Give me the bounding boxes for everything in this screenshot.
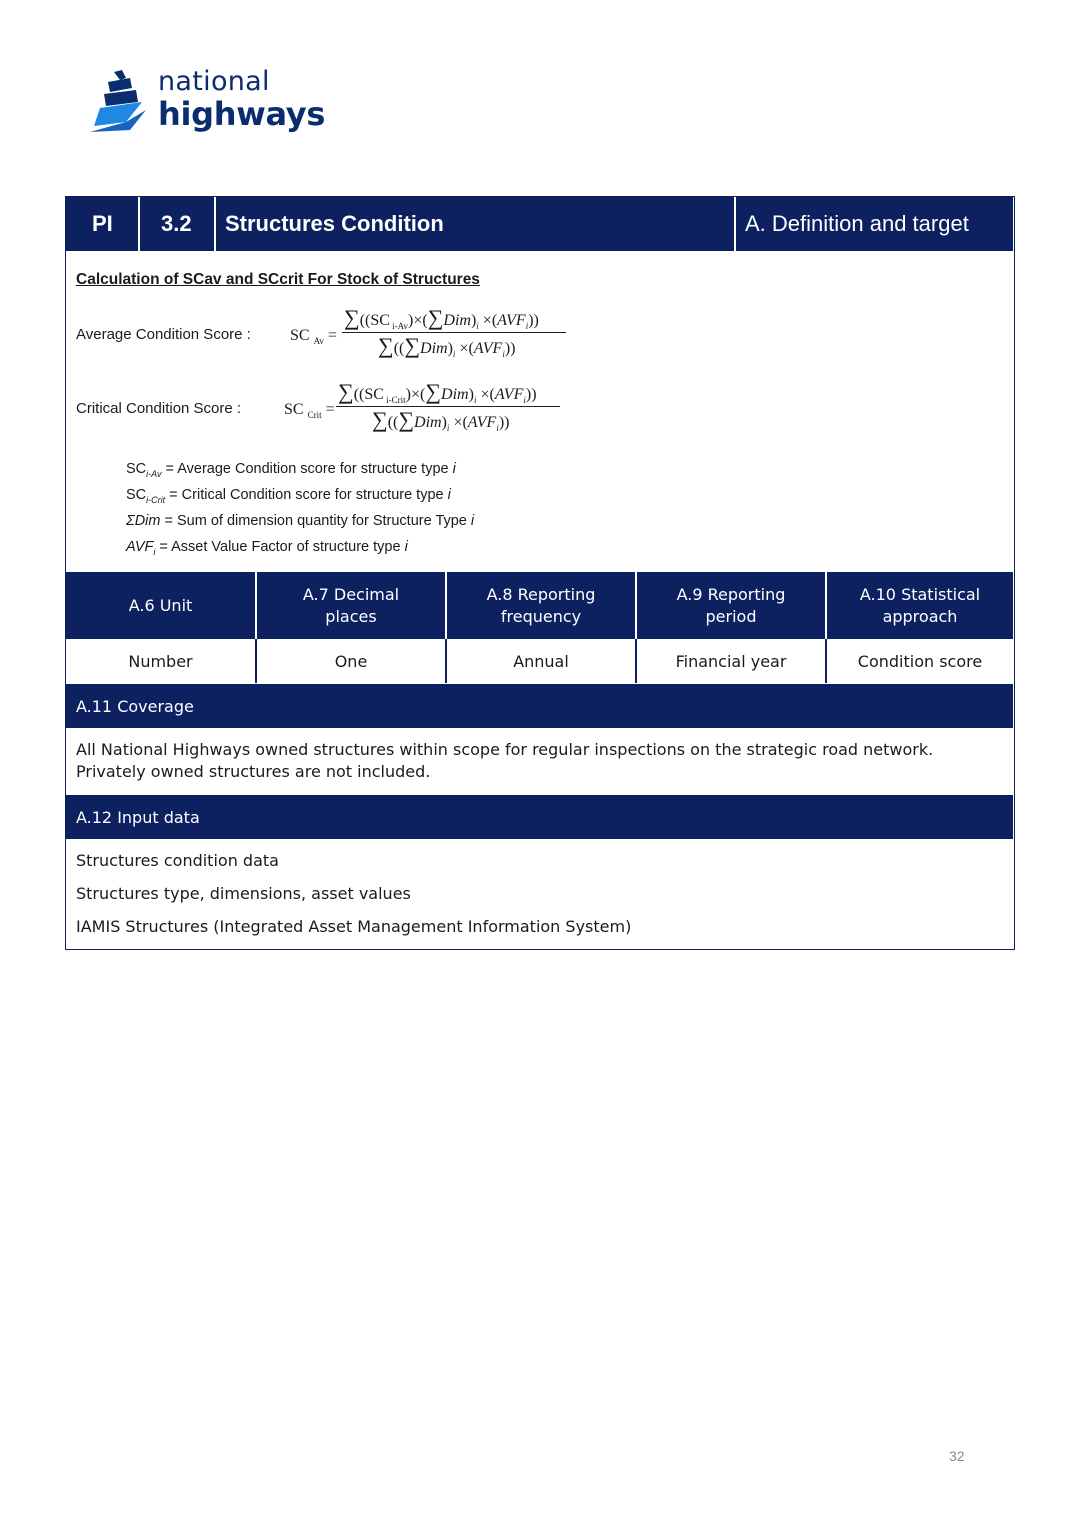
header-divider [734,197,736,251]
logo-line-national: national [158,66,270,97]
reporting-period-header: A.9 Reporting period [676,584,786,626]
pi-label: PI [92,211,113,236]
average-score-label: Average Condition Score : [76,326,251,343]
logo-wordmark [158,66,326,133]
input-data-heading: A.12 Input data [66,795,1013,839]
statistical-approach-value: Condition score [857,651,983,671]
header-divider [214,197,216,251]
definition-avf: $AVF_i$ = Asset Value Factor of structure type i [126,539,408,557]
critical-score-formula: SC $_{Crit}$ = ∑((SC $_{i-Crit})\times(\sum Dim)_i \times(AVF_i)$) $\sum((\sum Dim)_i \times(AVF_i))$ [284,379,574,439]
section-title: A. Definition and target [745,211,969,236]
unit-header: A.6 Unit [128,595,193,615]
unit-value: Number [128,651,193,671]
definition-sc-av: $SC_{i-Av}$ = Average Condition score for structure type i [126,461,456,479]
statistical-approach-header: A.10 Statistical approach [859,584,981,626]
input-data-item: IAMIS Structures (Integrated Asset Management Information System) [76,917,632,936]
reporting-frequency-value: Annual [513,651,569,671]
national-highways-logo [86,66,326,146]
header-divider [138,197,140,251]
pi-definition-card [65,196,1015,950]
attributes-table-row [66,639,1013,683]
reporting-period-value: Financial year [675,651,787,671]
pi-title: Structures Condition [225,211,444,236]
page-number: 32 [949,1448,965,1464]
coverage-text: All National Highways owned structures within scope for regular inspections on the strategic road network. Privately owned structures are not included. [76,740,934,781]
critical-score-label: Critical Condition Score : [76,400,242,417]
average-score-formula: SC $_{Av}$ = ∑((SC $_{i-Av})\times(\sum Dim)_i \times(AVF_i)$) $\sum((\sum Dim)_i \times(AVF_i))$ [290,305,570,365]
coverage-heading: A.11 Coverage [66,684,1013,728]
logo-line-highways: highways [158,95,326,133]
calculation-section [66,251,1013,572]
definition-dim: ΣDim = Sum of dimension quantity for Structure Type i [126,513,475,529]
decimal-places-header: A.7 Decimal places [302,584,400,626]
header-bar [66,197,1013,251]
input-data-item: Structures type, dimensions, asset values [76,884,411,903]
pi-number: 3.2 [161,211,192,236]
reporting-frequency-header: A.8 Reporting frequency [486,584,596,626]
attributes-table-header [66,572,1013,639]
definition-sc-crit: $SC_{i-Crit}$ = Critical Condition score for structure type i [126,487,451,505]
calculation-title: Calculation of SCav and SCcrit For Stock of Structures [76,271,480,288]
decimal-places-value: One [334,651,368,671]
input-data-item: Structures condition data [76,851,279,870]
highways-emblem-icon [86,70,152,136]
